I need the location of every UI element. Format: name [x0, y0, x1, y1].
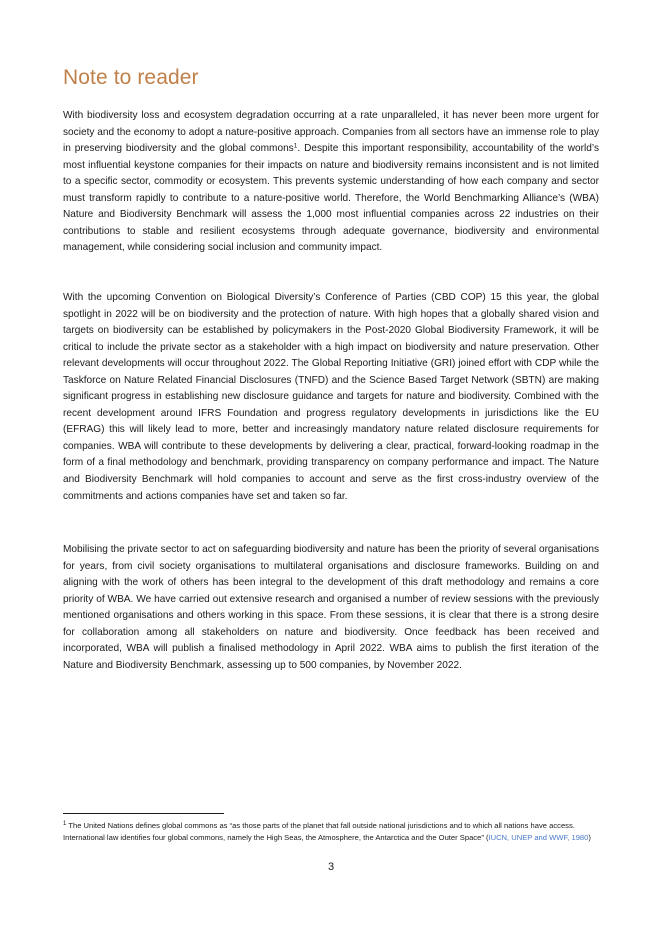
page-number: 3 [327, 861, 335, 873]
paragraph-1-part-b: . Despite this important responsibility, accountability of the world’s most influential keystone companies for their impacts on nature and biodiversity remains inconsistent and is not limited to a specific sector, commodity or ecosystem. This prevents systemic understanding of how each company and sector must transform rapidly to contribute to a nature-positive world. Therefore, the World Benchmarking Alliance’s (WBA) Nature and Biodiversity Benchmark will assess the 1,000 most influential companies across 22 industries on their contributions to stable and resilient ecosystems through adequate governance, biodiversity and environmental management, while considering social inclusion and community impact. [63, 143, 599, 254]
page-title: Note to reader [63, 66, 199, 89]
paragraph-1 [63, 108, 599, 257]
paragraph-1-text [63, 108, 599, 257]
footnote-citation-link[interactable]: IUCN, UNEP and WWF, 1980 [488, 833, 589, 843]
paragraph-3-text: Mobilising the private sector to act on safeguarding biodiversity and nature has been the priority of several organisations for years, from civil society organisations to multilateral organisations and disclosure frameworks. Building on and aligning with the work of others has been integral to the development of this draft methodology and remains a core priority of WBA. We have carried out extensive research and organised a number of review sessions with the previously mentioned organisations and others working in this space. From these sessions, it is clear that there is a strong desire for collaboration among all stakeholders on nature and biodiversity. Once feedback has been received and incorporated, WBA will publish a finalised methodology in April 2022. WBA aims to publish the first iteration of the Nature and Biodiversity Benchmark, assessing up to 500 companies, by November 2022. [63, 544, 599, 671]
paragraph-2 [63, 290, 599, 505]
footnote-marker: 1 [63, 821, 67, 827]
footnote-reference[interactable]: 1 [293, 142, 298, 150]
paragraph-1-part-a: With biodiversity loss and ecosystem degradation occurring at a rate unparalleled, it has never been more urgent for society and the economy to adopt a nature-positive approach. Companies from all sectors have an immense role to play in preserving biodiversity and the global commons [63, 110, 599, 155]
paragraph-2-text: With the upcoming Convention on Biological Diversity’s Conference of Parties (CBD COP) 15 this year, the global spotlight in 2022 will be on biodiversity and the protection of nature. With high hopes that a globally shared vision and targets on biodiversity can be established by policymakers in the Post-2020 Global Biodiversity Framework, it will be critical to include the private sector as a stakeholder with a high impact on biodiversity and nature preservation. Other relevant developments will occur throughout 2022. The Global Reporting Initiative (GRI) joined effort with CDP while the Taskforce on Nature Related Financial Disclosures (TNFD) and the Science Based Target Network (SBTN) are making significant progress in establishing new disclosure guidance and targets for nature and biodiversity. Combined with the recent development around IFRS Foundation and progress regulatory developments in jurisdictions like the EU (EFRAG) this will likely lead to more, better and increasingly mandatory nature related disclosure requirements for companies. WBA will contribute to these developments by delivering a clear, practical, forward-looking roadmap in the form of a final methodology and benchmark, providing transparency on company performance and impact. The Nature and Biodiversity Benchmark will hold companies to account and serve as the first cross-industry overview of the commitments and actions companies have set and taken so far. [63, 292, 599, 502]
footnote-text: The United Nations defines global commons as “as those parts of the planet that fall outside national jurisdictions and to which all nations have access. International law identifies four global commons, namely the High Seas, the Atmosphere, the Antarctica and the Outer Space” ( [63, 821, 575, 843]
footnote-closing: ) [588, 833, 591, 843]
paragraph-3 [63, 542, 599, 674]
footnote [63, 820, 599, 845]
footnote-divider [63, 813, 224, 814]
